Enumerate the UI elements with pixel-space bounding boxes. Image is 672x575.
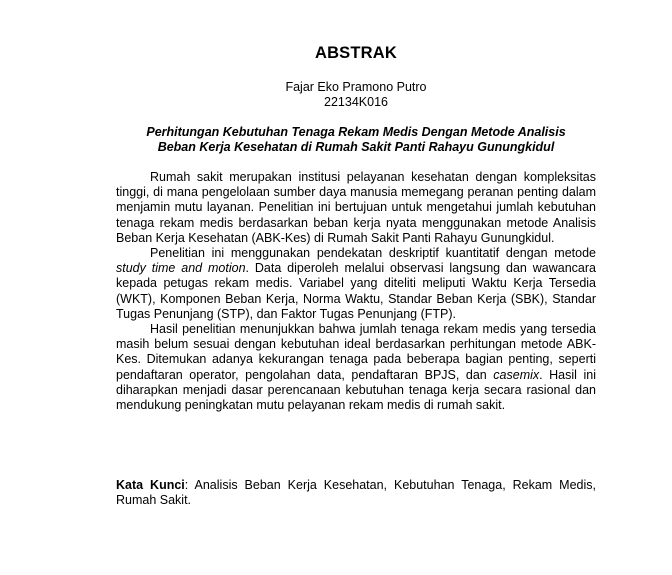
paragraph-3-text-start: Hasil penelitian menunjukkan bahwa jumlah tenaga rekam medis yang tersedia masih belum sesuai dengan kebutuhan ideal berdasarkan perhitungan metode ABK-Kes. Ditemukan adanya kekurangan tenaga pada beberapa bagian penting, seperti pendaftaran operator, pengolahan data, pendaftaran BPJS, dan: [116, 322, 596, 382]
research-title-line-2: Beban Kerja Kesehatan di Rumah Sakit Panti Rahayu Gunungkidul: [157, 140, 555, 154]
research-title-line-1: Perhitungan Kebutuhan Tenaga Rekam Medis Dengan Metode Analisis: [146, 125, 566, 139]
author-block: [0, 80, 672, 110]
paragraph-2-italic-term: study time and motion: [116, 261, 246, 276]
paragraph-2-text-end: . Data diperoleh melalui observasi langsung dan wawancara kepada petugas rekam medis. Variabel yang diteliti meliputi Waktu Kerja Tersedia (WKT), Komponen Beban Kerja, Norma Waktu, Standar Beban Kerja (SBK), Standar Tugas Penunjang (STP), dan Faktor Tugas Penunjang (FTP).: [116, 261, 596, 321]
research-title: [116, 125, 596, 155]
abstract-heading: ABSTRAK: [314, 44, 398, 62]
keywords-label: Kata Kunci: [116, 478, 185, 492]
paragraph-3-text-end: . Hasil ini diharapkan menjadi dasar perencanaan kebutuhan tenaga kerja secara rasional dan mendukung peningkatan mutu pelayanan rekam medis di rumah sakit.: [116, 367, 596, 413]
student-id: 22134K016: [324, 95, 388, 109]
abstract-body: [116, 170, 596, 413]
author-name: Fajar Eko Pramono Putro: [285, 80, 427, 94]
keywords-block: [116, 478, 596, 508]
abstract-paragraph-2: [116, 246, 596, 322]
abstract-paragraph-1: Rumah sakit merupakan institusi pelayanan kesehatan dengan kompleksitas tinggi, di mana pengelolaan sumber daya manusia memegang peranan penting dalam menjamin mutu layanan. Penelitian ini bertujuan untuk mengetahui jumlah kebutuhan tenaga rekam medis berdasarkan beban kerja nyata menggunakan metode Analisis Beban Kerja Kesehatan (ABK-Kes) di Rumah Sakit Panti Rahayu Gunungkidul.: [116, 170, 596, 245]
paragraph-2-text-start: Penelitian ini menggunakan pendekatan deskriptif kuantitatif dengan metode: [150, 246, 596, 261]
paragraph-3-italic-term: casemix: [493, 367, 540, 382]
keywords-value: : Analisis Beban Kerja Kesehatan, Kebutuhan Tenaga, Rekam Medis, Rumah Sakit.: [116, 478, 596, 508]
abstract-paragraph-3: [116, 322, 596, 413]
